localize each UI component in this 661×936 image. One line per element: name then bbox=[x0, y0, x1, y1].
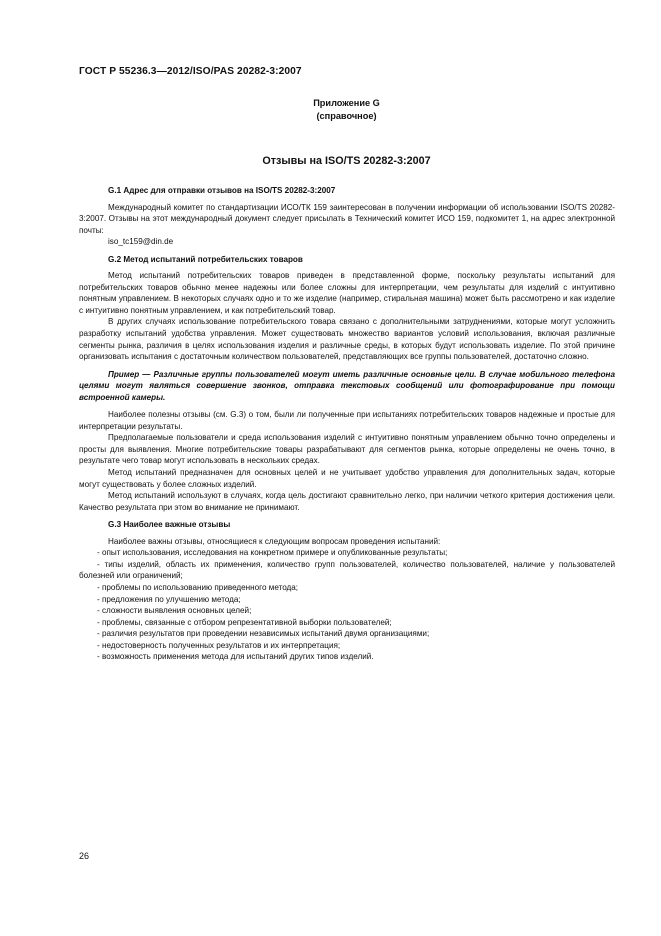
list-item: - предложения по улучшению метода; bbox=[97, 594, 241, 604]
email-address: iso_tc159@din.de bbox=[108, 237, 174, 247]
list-item: - различия результатов при проведении независимых испытаний двумя организациями; bbox=[97, 629, 430, 639]
section-g2-heading: G.2 Метод испытаний потребительских товаров bbox=[108, 254, 303, 264]
list-item: - опыт использования, исследования на конкретном примере и опубликованные результаты; bbox=[97, 548, 448, 558]
section-g2-paragraph-3: Наиболее полезны отзывы (см. G.3) о том, были ли полученные при испытаниях потребительских товаров надежные и простые для интерпретации результаты. bbox=[79, 410, 615, 431]
list-item: - недостоверность полученных результатов и их интерпретация; bbox=[97, 640, 341, 650]
section-g3-heading: G.3 Наиболее важные отзывы bbox=[108, 520, 231, 530]
section-g2-paragraph-5: Метод испытаний предназначен для основных целей и не учитывает удобство управления для дополнительных задач, которые могут существовать у более сложных изделий. bbox=[79, 468, 615, 489]
list-item: - типы изделий, область их применения, количество групп пользователей, количество пользователей, наличие у пользователей болезней или ограничений; bbox=[79, 559, 615, 581]
list-item: - возможность применения метода для испытаний других типов изделий. bbox=[97, 652, 374, 662]
annex-title: Приложение G bbox=[313, 98, 380, 108]
annex-type: (справочное) bbox=[316, 111, 377, 121]
section-g2-paragraph-2: В других случаях использование потребительского товара связано с дополнительными затруднениями, которые могут усложнить разработку испытаний удобства управления. Может существовать множество вариантов условий использования, включая различные сегменты рынка, различия в целях использования изделия и различные среды, в которых будут использовать изделие. По этой причине организовать испытания с достаточным количеством пользователей, представляющих все группы пользователей, достаточно сложно. bbox=[79, 317, 615, 362]
section-g1-paragraph: Международный комитет по стандартизации ИСО/ТК 159 заинтересован в получении информации об использовании ISO/TS 20282-3:2007. Отзывы на этот международный документ следует присылать в Технический комитет ИСО 159, подкомитет 1, на адрес электронной почты: bbox=[79, 202, 615, 235]
example-note: Пример — Различные группы пользователей могут иметь различные основные цели. В случае мобильного телефона целями могут являться совершение звонков, отправка текстовых сообщений или фотографирование при помощи встроенной камеры. bbox=[79, 369, 615, 402]
section-g2-paragraph-4: Предполагаемые пользователи и среда использования изделий с интуитивно понятным управлением обычно точно определены и просты для выявления. Многие потребительские товары разрабатывают для сегментов рынка, которые определены не очень точно, в результате чего товар могут использовать в нескольких средах. bbox=[79, 433, 615, 466]
list-item: - сложности выявления основных целей; bbox=[97, 606, 252, 616]
page-number: 26 bbox=[79, 851, 90, 861]
standard-header: ГОСТ Р 55236.3—2012/ISO/PAS 20282-3:2007 bbox=[79, 66, 302, 77]
document-body bbox=[79, 185, 615, 663]
list-item: - проблемы по использованию приведенного метода; bbox=[97, 582, 299, 592]
section-g3-intro: Наиболее важны отзывы, относящиеся к следующим вопросам проведения испытаний: bbox=[108, 536, 441, 546]
list-item: - проблемы, связанные с отбором репрезентативной выборки пользователей; bbox=[97, 617, 392, 627]
page-title: Отзывы на ISO/TS 20282-3:2007 bbox=[262, 155, 431, 167]
section-g2-paragraph-1: Метод испытаний потребительских товаров приведен в представленной форме, поскольку результаты испытаний для потребительских товаров обычно менее надежны или более сложны для интерпретации, чем результаты для изделий с интуитивно понятным управлением. В некоторых случаях одно и то же изделие (например, стиральная машина) может быть рассмотрено и как изделие с интуитивно понятным управлением, и как потребительский товар. bbox=[79, 271, 615, 315]
section-g2-paragraph-6: Метод испытаний используют в случаях, когда цель достигают сравнительно легко, при наличии четкого критерия достижения цели. Качество результата при этом во внимание не принимают. bbox=[79, 491, 615, 512]
annex-heading bbox=[0, 97, 661, 123]
section-g1-heading: G.1 Адрес для отправки отзывов на ISO/TS 20282-3:2007 bbox=[108, 186, 336, 195]
feedback-topics-list bbox=[79, 547, 615, 662]
